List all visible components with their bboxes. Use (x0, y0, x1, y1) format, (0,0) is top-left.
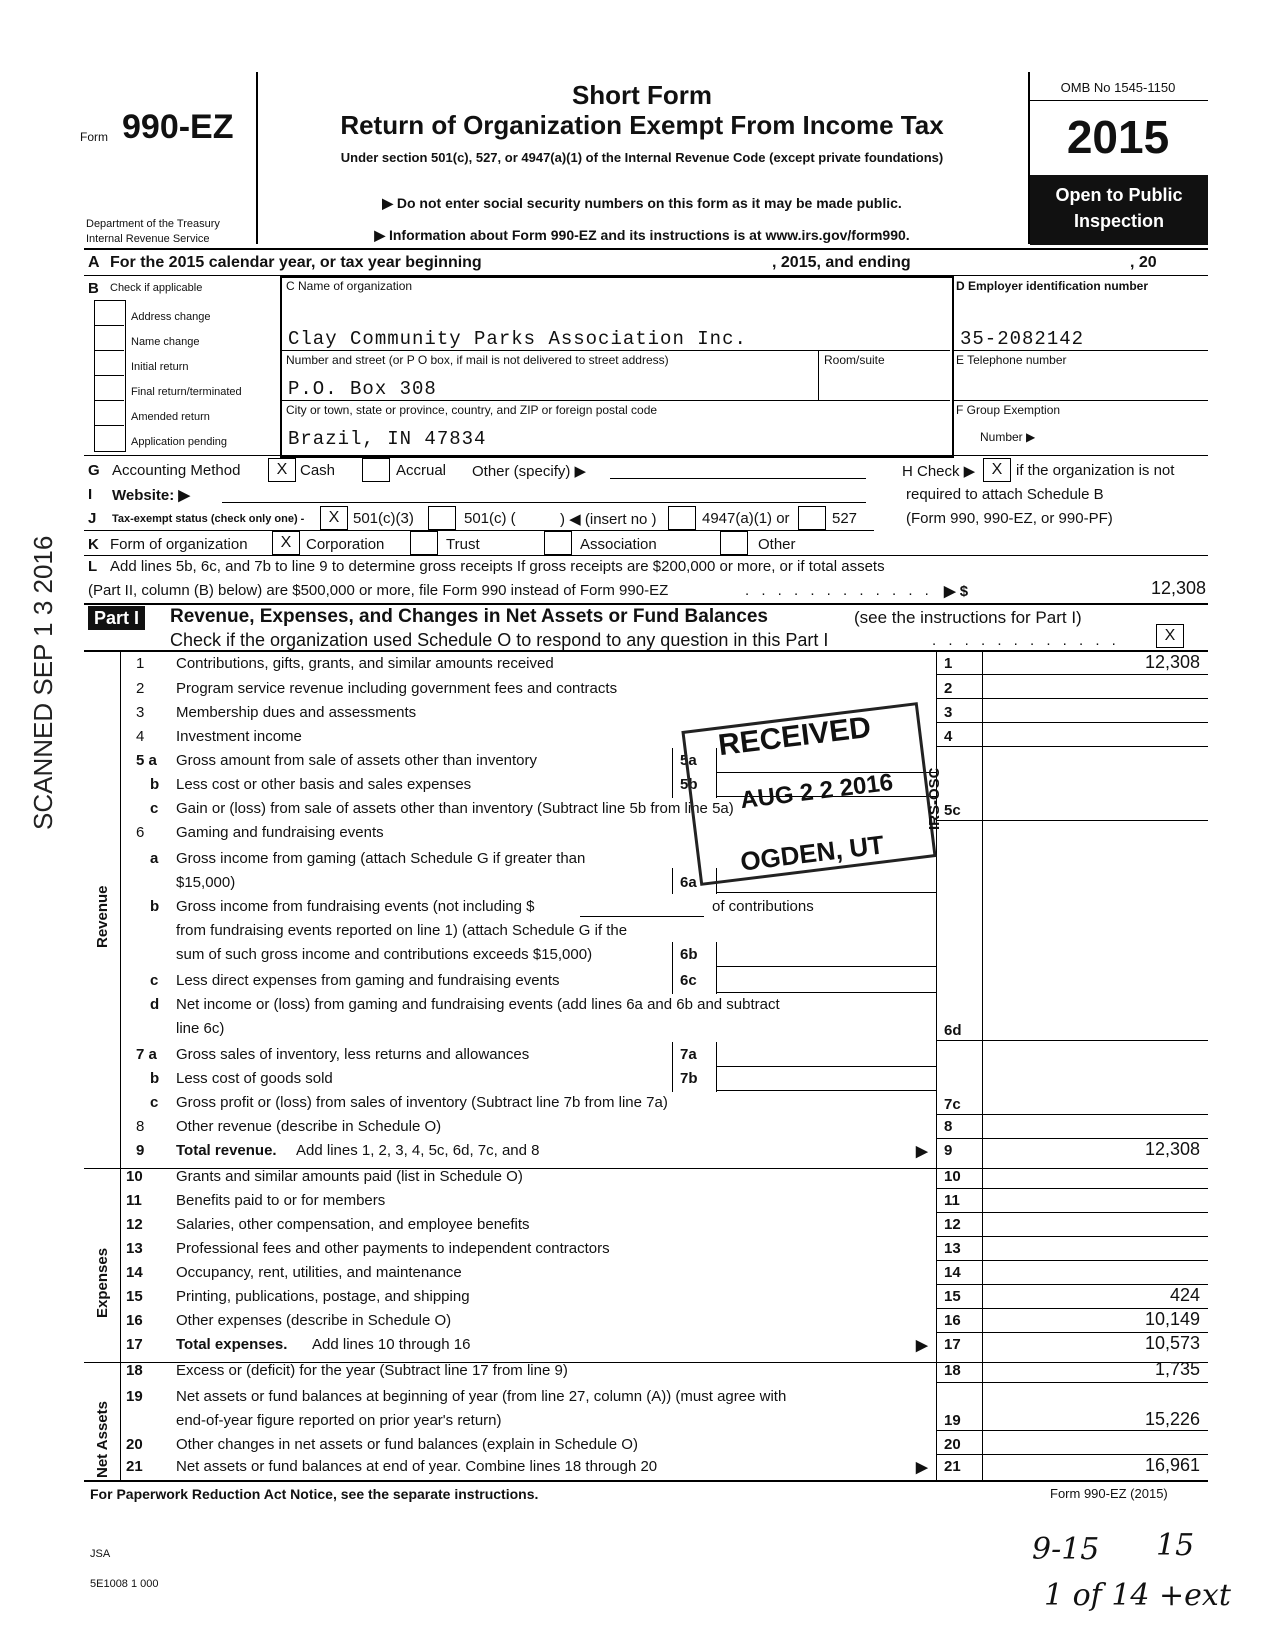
net-assets-side-label: Net Assets (94, 1401, 111, 1478)
501c-label: 501(c) ( (464, 510, 516, 527)
line-14-desc: Occupancy, rent, utilities, and maintenance (176, 1264, 462, 1281)
notice-ssn: ▶ Do not enter social security numbers on this form as it may be made public. (382, 195, 902, 211)
line-11-num: 11 (126, 1192, 142, 1209)
line-5c-box: 5c (944, 802, 961, 819)
line-11-box: 11 (944, 1192, 960, 1209)
line-2-num: 2 (136, 680, 145, 697)
line-7c-num: c (150, 1094, 159, 1111)
received-stamp-side: IRS-OSC (926, 767, 943, 830)
org-street[interactable]: P.O. Box 308 (288, 378, 437, 400)
b-name-change[interactable]: Name change (131, 336, 200, 348)
line-3-box: 3 (944, 704, 953, 721)
line-7b-num: b (150, 1070, 160, 1087)
title-short: Short Form (571, 80, 713, 110)
part1-tag: Part I (88, 606, 145, 630)
line-9-num: 9 (136, 1142, 145, 1159)
line-6c-box: 6c (680, 972, 697, 989)
line-10-desc: Grants and similar amounts paid (list in Schedule O) (176, 1168, 523, 1185)
handwritten-date: 9-15 (1032, 1532, 1100, 1567)
line-19-amount[interactable]: 15,226 (1144, 1409, 1200, 1429)
line-7c-desc: Gross profit or (loss) from sales of inventory (Subtract line 7b from line 7a) (176, 1094, 668, 1111)
line-8-num: 8 (136, 1118, 145, 1135)
line-6d-amount[interactable] (990, 1018, 1200, 1040)
line-6b-input[interactable] (716, 944, 936, 967)
form-footer-ref: Form 990-EZ (2015) (1050, 1486, 1168, 1501)
omb-number: OMB No 1545-1150 (1060, 80, 1176, 95)
501c3-checkbox[interactable]: X (320, 506, 348, 530)
gross-receipts-amount[interactable]: 12,308 (1150, 578, 1206, 598)
line-3-desc: Membership dues and assessments (176, 704, 417, 721)
line-6-desc: Gaming and fundraising events (176, 824, 384, 841)
line-10-num: 10 (126, 1168, 143, 1185)
room-label: Room/suite (824, 353, 885, 367)
line-9-amount[interactable]: 12,308 (1144, 1139, 1200, 1159)
line-9-box: 9 (944, 1142, 953, 1159)
h-check-text: H Check ▶ (902, 463, 976, 480)
line-j-letter: J (88, 510, 97, 527)
line-7a-desc: Gross sales of inventory, less returns and allowances (176, 1046, 530, 1063)
line-l-arrow: ▶ $ (944, 583, 969, 600)
form-code: 5E1008 1 000 (90, 1578, 159, 1590)
schedule-o-checkbox[interactable]: X (1156, 624, 1184, 648)
form-number: 990-EZ (122, 108, 234, 146)
open-public-line1: Open to Public (1055, 185, 1183, 205)
line-7b-desc: Less cost of goods sold (176, 1070, 333, 1087)
line-17-arrow: ▶ (916, 1337, 928, 1354)
line-2-desc: Program service revenue including government fees and contracts (176, 680, 618, 697)
ein-label: D Employer identification number (956, 279, 1149, 293)
line-1-box: 1 (944, 655, 953, 672)
paperwork-notice: For Paperwork Reduction Act Notice, see the separate instructions. (90, 1486, 539, 1502)
line-19-desc: Net assets or fund balances at beginning of year (from line 27, column (A)) (must agree with (176, 1388, 787, 1405)
cash-checkbox[interactable]: X (268, 458, 296, 482)
line-20-num: 20 (126, 1436, 143, 1453)
line-6b-desc2: from fundraising events reported on line 1) (attach Schedule G if the (176, 922, 628, 939)
line-6b-desc-mid: of contributions (712, 898, 814, 915)
open-public-line2: Inspection (1073, 211, 1164, 231)
line-17-amount[interactable]: 10,573 (1144, 1333, 1200, 1353)
line-21-box: 21 (944, 1458, 961, 1475)
line-17-desc-rest: Add lines 10 through 16 (312, 1336, 471, 1353)
tax-exempt-label: Tax-exempt status (check only one) - (112, 513, 305, 525)
line-7b-input[interactable] (716, 1068, 936, 1091)
b-amended-return[interactable]: Amended return (131, 411, 210, 423)
form-of-org-label: Form of organization (110, 536, 248, 553)
line-17-num: 17 (126, 1336, 143, 1353)
line-5a-box: 5a (680, 752, 697, 769)
group-number-label: Number ▶ (980, 430, 1036, 444)
schedule-o-dots: . . . . . . . . . . . . (932, 632, 1120, 649)
line-7a-input[interactable] (716, 1044, 936, 1067)
line-12-box: 12 (944, 1216, 961, 1233)
cash-label: Cash (300, 462, 336, 479)
line-a-mid: , 2015, and ending (772, 254, 911, 271)
line-17-box: 17 (944, 1336, 961, 1353)
line-19-box: 19 (944, 1412, 961, 1429)
line-5c-desc: Gain or (loss) from sale of assets other than inventory (Subtract line 5b from line 5a) (176, 800, 734, 817)
notice-info: ▶ Information about Form 990-EZ and its instructions is at www.irs.gov/form990. (374, 227, 910, 243)
line-8-box: 8 (944, 1118, 953, 1135)
line-3-num: 3 (136, 704, 145, 721)
form-prefix: Form (80, 130, 108, 144)
line-20-box: 20 (944, 1436, 961, 1453)
association-label: Association (580, 536, 657, 553)
line-a-text: For the 2015 calendar year, or tax year beginning (110, 254, 482, 271)
line-6c-desc: Less direct expenses from gaming and fundraising events (176, 972, 560, 989)
line-a-end: , 20 (1130, 254, 1157, 271)
dept-line1: Department of the Treasury (86, 218, 220, 230)
schedule-o-check-text: Check if the organization used Schedule O to respond to any question in this Part I (170, 630, 829, 650)
line-9-desc-rest: Add lines 1, 2, 3, 4, 5c, 6d, 7c, and 8 (296, 1142, 540, 1159)
line-7c-amount[interactable] (990, 1092, 1200, 1114)
accrual-label: Accrual (396, 462, 447, 479)
line-6d-box: 6d (944, 1022, 962, 1039)
527-label: 527 (832, 510, 858, 527)
line-l-dots: . . . . . . . . . . . . (745, 582, 933, 599)
line-5a-num: 5 a (136, 752, 157, 769)
line-8-desc: Other revenue (describe in Schedule O) (176, 1118, 442, 1135)
line-11-desc: Benefits paid to or for members (176, 1192, 386, 1209)
line-1-num: 1 (136, 655, 145, 672)
b-final-return[interactable]: Final return/terminated (131, 386, 242, 398)
line-4-box: 4 (944, 728, 953, 745)
line-15-amount[interactable]: 424 (1169, 1285, 1200, 1305)
group-exemption-label: F Group Exemption (956, 403, 1061, 417)
org-name-label: C Name of organization (286, 279, 413, 293)
line-21-amount[interactable]: 16,961 (1144, 1455, 1200, 1475)
section-b-checkboxes (94, 300, 126, 452)
4947-checkbox[interactable] (668, 506, 696, 530)
h-text-4: (Form 990, 990-EZ, or 990-PF) (906, 510, 1113, 527)
subtitle: Under section 501(c), 527, or 4947(a)(1) of the Internal Revenue Code (except private foundations) (340, 150, 944, 165)
handwritten-count: 15 (1156, 1528, 1195, 1563)
phone-label: E Telephone number (956, 353, 1067, 367)
line-6b-desc: Gross income from fundraising events (not including $ (176, 898, 535, 915)
line-10-box: 10 (944, 1168, 961, 1185)
line-13-num: 13 (126, 1240, 143, 1257)
section-b-label: Check if applicable (110, 282, 203, 294)
line-5b-desc: Less cost or other basis and sales expenses (176, 776, 472, 793)
association-checkbox[interactable] (544, 531, 572, 555)
section-b-letter: B (88, 280, 99, 297)
corporation-label: Corporation (306, 536, 385, 553)
line-19-desc2: end-of-year figure reported on prior year's return) (176, 1412, 502, 1429)
501c-insert-label: ) ◀ (insert no ) (560, 511, 657, 528)
corporation-checkbox[interactable]: X (272, 531, 300, 555)
line-14-num: 14 (126, 1264, 143, 1281)
line-4-desc: Investment income (176, 728, 302, 745)
b-application-pending[interactable]: Application pending (131, 436, 228, 448)
line-17-desc: Total expenses. (176, 1336, 288, 1353)
line-2-box: 2 (944, 680, 953, 697)
line-5c-num: c (150, 800, 159, 817)
line-6c-num: c (150, 972, 159, 989)
part1-title-note: (see the instructions for Part I) (854, 608, 1082, 627)
line-1-amount[interactable]: 12,308 (1144, 652, 1200, 672)
line-6d-num: d (150, 996, 160, 1013)
trust-label: Trust (446, 536, 480, 553)
line-21-desc: Net assets or fund balances at end of year. Combine lines 18 through 20 (176, 1458, 658, 1475)
part1-title: Revenue, Expenses, and Changes in Net Assets or Fund Balances (170, 606, 768, 627)
h-text-3: required to attach Schedule B (906, 486, 1104, 503)
revenue-side-label: Revenue (94, 885, 111, 948)
line-6-num: 6 (136, 824, 145, 841)
received-stamp-city: OGDEN, UT (738, 829, 886, 877)
line-6d-desc: Net income or (loss) from gaming and fundraising events (add lines 6a and 6b and subtract (176, 996, 780, 1013)
scanned-stamp: SCANNED SEP 1 3 2016 (28, 535, 58, 830)
line-6b-num: b (150, 898, 160, 915)
4947-label: 4947(a)(1) or (702, 510, 790, 527)
line-7a-num: 7 a (136, 1046, 157, 1063)
h-text-2: if the organization is not (1016, 462, 1175, 479)
line-l-letter: L (88, 558, 98, 575)
line-1-desc: Contributions, gifts, grants, and similar amounts received (176, 655, 554, 672)
line-5c-amount[interactable] (990, 798, 1200, 820)
line-i-letter: I (88, 486, 93, 503)
line-6a-box: 6a (680, 874, 697, 891)
received-stamp-title: RECEIVED (716, 710, 873, 763)
line-16-num: 16 (126, 1312, 143, 1329)
line-6b-desc3: sum of such gross income and contributions exceeds $15,000) (176, 946, 593, 963)
other-org-label: Other (758, 536, 796, 553)
line-16-desc: Other expenses (describe in Schedule O) (176, 1312, 452, 1329)
line-7a-box: 7a (680, 1046, 697, 1063)
line-6a-num: a (150, 850, 159, 867)
schedule-b-checkbox[interactable]: X (983, 458, 1011, 482)
501c3-label: 501(c)(3) (353, 510, 414, 527)
line-15-box: 15 (944, 1288, 961, 1305)
website-label: Website: ▶ (112, 487, 190, 504)
line-18-num: 18 (126, 1362, 143, 1379)
line-6c-input[interactable] (716, 970, 936, 993)
line-5b-num: b (150, 776, 160, 793)
line-l-text1: Add lines 5b, 6c, and 7b to line 9 to determine gross receipts If gross receipts are $200,000 or more, or if total assets (110, 558, 885, 575)
org-name[interactable]: Clay Community Parks Association Inc. (288, 328, 747, 350)
tax-year: 2015 (1066, 111, 1170, 163)
line-15-desc: Printing, publications, postage, and shipping (176, 1288, 470, 1305)
city-label: City or town, state or province, country, and ZIP or foreign postal code (286, 403, 658, 417)
line-g-letter: G (88, 462, 100, 479)
line-4-num: 4 (136, 728, 145, 745)
line-k-letter: K (88, 536, 99, 553)
line-6a-desc: Gross income from gaming (attach Schedule G if greater than (176, 850, 586, 867)
b-address-change[interactable]: Address change (131, 311, 211, 323)
handwritten-page-note: 1 of 14 +ext (1044, 1578, 1231, 1613)
line-9-arrow: ▶ (916, 1143, 928, 1160)
dept-line2: Internal Revenue Service (86, 233, 210, 245)
line-12-desc: Salaries, other compensation, and employee benefits (176, 1216, 530, 1233)
jsa-label: JSA (90, 1548, 111, 1560)
line-7c-box: 7c (944, 1096, 961, 1113)
line-9-desc: Total revenue. (176, 1142, 277, 1159)
line-6a-desc2: $15,000) (176, 874, 236, 891)
line-7b-box: 7b (680, 1070, 698, 1087)
received-stamp-date: AUG 2 2 2016 (738, 768, 895, 815)
line-12-num: 12 (126, 1216, 143, 1233)
ein-value[interactable]: 35-2082142 (960, 328, 1085, 350)
line-19-num: 19 (126, 1388, 143, 1405)
line-14-box: 14 (944, 1264, 961, 1281)
line-20-desc: Other changes in net assets or fund balances (explain in Schedule O) (176, 1436, 638, 1453)
line-a-letter: A (88, 254, 100, 271)
line-16-amount[interactable]: 10,149 (1144, 1309, 1200, 1329)
accounting-method-label: Accounting Method (112, 462, 241, 479)
line-16-box: 16 (944, 1312, 961, 1329)
501c-checkbox[interactable] (428, 506, 456, 530)
line-15-num: 15 (126, 1288, 143, 1305)
expenses-side-label: Expenses (94, 1247, 111, 1318)
line-l-text2: (Part II, column (B) below) are $500,000 or more, file Form 990 instead of Form 990-EZ (88, 582, 669, 599)
title-main: Return of Organization Exempt From Income Tax (340, 110, 944, 140)
b-initial-return[interactable]: Initial return (131, 361, 189, 373)
line-18-box: 18 (944, 1362, 961, 1379)
accrual-checkbox[interactable] (362, 458, 390, 482)
line-13-desc: Professional fees and other payments to independent contractors (176, 1240, 610, 1257)
line-5b-box: 5b (680, 776, 698, 793)
line-21-num: 21 (126, 1458, 143, 1475)
line-6d-desc2: line 6c) (176, 1020, 225, 1037)
527-checkbox[interactable] (798, 506, 826, 530)
line-18-amount[interactable]: 1,735 (1154, 1359, 1200, 1379)
other-org-checkbox[interactable] (720, 531, 748, 555)
line-5a-desc: Gross amount from sale of assets other than inventory (176, 752, 538, 769)
trust-checkbox[interactable] (410, 531, 438, 555)
line-21-arrow: ▶ (916, 1459, 928, 1476)
line-6b-box: 6b (680, 946, 698, 963)
org-city[interactable]: Brazil, IN 47834 (288, 428, 487, 450)
line-13-box: 13 (944, 1240, 961, 1257)
line-18-desc: Excess or (deficit) for the year (Subtract line 17 from line 9) (176, 1362, 568, 1379)
street-label: Number and street (or P O box, if mail is not delivered to street address) (286, 353, 669, 367)
other-method-label: Other (specify) ▶ (472, 463, 587, 480)
